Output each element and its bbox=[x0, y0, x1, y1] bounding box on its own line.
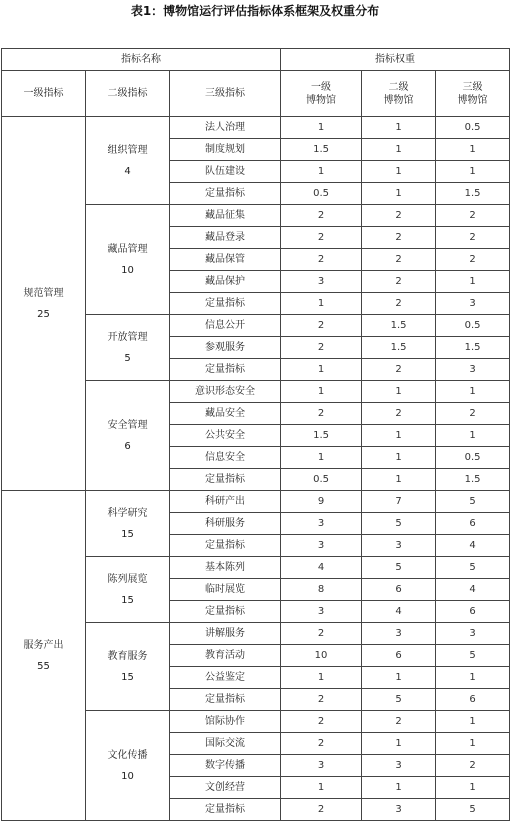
weight-grade-3: 1 bbox=[436, 733, 510, 755]
level2-name: 安全管理 bbox=[107, 419, 148, 431]
weight-grade-2: 1 bbox=[362, 161, 436, 183]
weight-grade-2: 1 bbox=[362, 667, 436, 689]
weight-grade-3: 0.5 bbox=[436, 117, 510, 139]
weight-grade-3: 1.5 bbox=[436, 469, 510, 491]
weight-grade-3: 3 bbox=[436, 359, 510, 381]
level3-label: 定量指标 bbox=[170, 359, 281, 381]
weight-grade-2: 2 bbox=[362, 205, 436, 227]
level3-label: 教育活动 bbox=[170, 645, 281, 667]
weight-grade-2: 1 bbox=[362, 139, 436, 161]
header-grade-2-line2: 博物馆 bbox=[383, 94, 414, 106]
level2-score: 4 bbox=[124, 165, 131, 177]
weight-grade-1: 3 bbox=[281, 535, 362, 557]
weight-grade-1: 1 bbox=[281, 777, 362, 799]
weight-grade-1: 4 bbox=[281, 557, 362, 579]
header-indicator-name: 指标名称 bbox=[2, 49, 281, 71]
weight-grade-1: 9 bbox=[281, 491, 362, 513]
level2-score: 5 bbox=[124, 352, 131, 364]
weight-grade-3: 5 bbox=[436, 645, 510, 667]
weight-grade-1: 3 bbox=[281, 271, 362, 293]
header-grade-3-line1: 三级 bbox=[462, 81, 483, 93]
weight-grade-3: 1 bbox=[436, 161, 510, 183]
level2-cell bbox=[86, 557, 170, 623]
weight-grade-1: 3 bbox=[281, 755, 362, 777]
level1-cell bbox=[2, 491, 86, 821]
weight-grade-3: 6 bbox=[436, 601, 510, 623]
weight-grade-1: 3 bbox=[281, 601, 362, 623]
level3-label: 藏品安全 bbox=[170, 403, 281, 425]
header-row-2 bbox=[2, 71, 510, 117]
level2-score: 15 bbox=[121, 594, 134, 606]
weight-grade-1: 1 bbox=[281, 293, 362, 315]
weight-grade-3: 2 bbox=[436, 755, 510, 777]
weight-grade-2: 6 bbox=[362, 579, 436, 601]
weight-grade-2: 2 bbox=[362, 249, 436, 271]
header-weight: 指标权重 bbox=[281, 49, 510, 71]
level3-label: 藏品保护 bbox=[170, 271, 281, 293]
weight-grade-2: 2 bbox=[362, 271, 436, 293]
weight-grade-1: 2 bbox=[281, 249, 362, 271]
weight-grade-3: 1.5 bbox=[436, 337, 510, 359]
header-grade-1-line2: 博物馆 bbox=[306, 94, 337, 106]
weight-grade-1: 2 bbox=[281, 337, 362, 359]
weight-grade-2: 1.5 bbox=[362, 315, 436, 337]
weight-grade-3: 2 bbox=[436, 205, 510, 227]
weight-grade-2: 2 bbox=[362, 403, 436, 425]
level2-score: 15 bbox=[121, 528, 134, 540]
level2-name: 科学研究 bbox=[107, 507, 148, 519]
level2-name: 藏品管理 bbox=[107, 243, 148, 255]
weight-grade-3: 6 bbox=[436, 513, 510, 535]
level2-name: 陈列展览 bbox=[107, 573, 148, 585]
level3-label: 基本陈列 bbox=[170, 557, 281, 579]
weight-grade-3: 3 bbox=[436, 293, 510, 315]
level2-cell bbox=[86, 491, 170, 557]
weight-grade-2: 1 bbox=[362, 381, 436, 403]
level1-score: 25 bbox=[37, 308, 50, 320]
weight-grade-2: 6 bbox=[362, 645, 436, 667]
weight-grade-1: 8 bbox=[281, 579, 362, 601]
header-level2: 二级指标 bbox=[86, 71, 170, 117]
indicator-weight-table bbox=[1, 48, 510, 821]
weight-grade-2: 1 bbox=[362, 425, 436, 447]
weight-grade-2: 3 bbox=[362, 799, 436, 821]
level3-label: 讲解服务 bbox=[170, 623, 281, 645]
header-row-1 bbox=[2, 49, 510, 71]
weight-grade-2: 1.5 bbox=[362, 337, 436, 359]
weight-grade-1: 0.5 bbox=[281, 469, 362, 491]
weight-grade-2: 1 bbox=[362, 469, 436, 491]
weight-grade-2: 4 bbox=[362, 601, 436, 623]
weight-grade-2: 1 bbox=[362, 777, 436, 799]
weight-grade-1: 2 bbox=[281, 623, 362, 645]
level3-label: 意识形态安全 bbox=[170, 381, 281, 403]
weight-grade-3: 4 bbox=[436, 579, 510, 601]
weight-grade-3: 2 bbox=[436, 403, 510, 425]
weight-grade-3: 1 bbox=[436, 777, 510, 799]
weight-grade-2: 1 bbox=[362, 447, 436, 469]
header-grade-3-line2: 博物馆 bbox=[457, 94, 488, 106]
header-grade-2 bbox=[362, 71, 436, 117]
level3-label: 定量指标 bbox=[170, 689, 281, 711]
weight-grade-1: 10 bbox=[281, 645, 362, 667]
weight-grade-2: 7 bbox=[362, 491, 436, 513]
weight-grade-3: 1 bbox=[436, 271, 510, 293]
weight-grade-1: 2 bbox=[281, 689, 362, 711]
weight-grade-3: 1 bbox=[436, 381, 510, 403]
weight-grade-2: 1 bbox=[362, 183, 436, 205]
level3-label: 馆际协作 bbox=[170, 711, 281, 733]
table-title: 表1：博物馆运行评估指标体系框架及权重分布 bbox=[130, 4, 380, 18]
level3-label: 公益鉴定 bbox=[170, 667, 281, 689]
weight-grade-2: 5 bbox=[362, 689, 436, 711]
level2-cell bbox=[86, 711, 170, 821]
weight-grade-2: 3 bbox=[362, 755, 436, 777]
level2-cell bbox=[86, 623, 170, 711]
weight-grade-3: 0.5 bbox=[436, 315, 510, 337]
level3-label: 定量指标 bbox=[170, 799, 281, 821]
weight-grade-1: 1.5 bbox=[281, 139, 362, 161]
weight-grade-1: 2 bbox=[281, 403, 362, 425]
header-level3: 三级指标 bbox=[170, 71, 281, 117]
weight-grade-1: 1.5 bbox=[281, 425, 362, 447]
level3-label: 信息安全 bbox=[170, 447, 281, 469]
header-grade-1 bbox=[281, 71, 362, 117]
level2-name: 组织管理 bbox=[107, 144, 148, 156]
level1-cell bbox=[2, 117, 86, 491]
weight-grade-3: 1 bbox=[436, 667, 510, 689]
table-row bbox=[2, 117, 510, 139]
level2-cell bbox=[86, 205, 170, 315]
weight-grade-1: 1 bbox=[281, 161, 362, 183]
weight-grade-1: 1 bbox=[281, 447, 362, 469]
level3-label: 科研产出 bbox=[170, 491, 281, 513]
level3-label: 信息公开 bbox=[170, 315, 281, 337]
level3-label: 定量指标 bbox=[170, 535, 281, 557]
level1-score: 55 bbox=[37, 660, 50, 672]
weight-grade-3: 4 bbox=[436, 535, 510, 557]
level2-cell bbox=[86, 117, 170, 205]
weight-grade-2: 5 bbox=[362, 513, 436, 535]
level3-label: 法人治理 bbox=[170, 117, 281, 139]
weight-grade-1: 1 bbox=[281, 117, 362, 139]
level3-label: 定量指标 bbox=[170, 601, 281, 623]
weight-grade-3: 1 bbox=[436, 139, 510, 161]
level3-label: 参观服务 bbox=[170, 337, 281, 359]
weight-grade-1: 1 bbox=[281, 667, 362, 689]
weight-grade-1: 2 bbox=[281, 205, 362, 227]
level1-name: 服务产出 bbox=[23, 639, 64, 651]
level2-cell bbox=[86, 381, 170, 491]
weight-grade-2: 2 bbox=[362, 359, 436, 381]
level3-label: 科研服务 bbox=[170, 513, 281, 535]
level1-name: 规范管理 bbox=[23, 287, 64, 299]
level2-score: 15 bbox=[121, 671, 134, 683]
level2-cell bbox=[86, 315, 170, 381]
header-level1: 一级指标 bbox=[2, 71, 86, 117]
weight-grade-3: 5 bbox=[436, 799, 510, 821]
table-row bbox=[2, 491, 510, 513]
level2-name: 教育服务 bbox=[107, 650, 148, 662]
level2-score: 10 bbox=[121, 264, 134, 276]
level3-label: 制度规划 bbox=[170, 139, 281, 161]
weight-grade-2: 1 bbox=[362, 733, 436, 755]
header-grade-2-line1: 二级 bbox=[388, 81, 409, 93]
level3-label: 藏品登录 bbox=[170, 227, 281, 249]
level3-label: 队伍建设 bbox=[170, 161, 281, 183]
weight-grade-2: 2 bbox=[362, 293, 436, 315]
weight-grade-3: 0.5 bbox=[436, 447, 510, 469]
header-grade-3 bbox=[436, 71, 510, 117]
level2-score: 6 bbox=[124, 440, 131, 452]
weight-grade-1: 1 bbox=[281, 359, 362, 381]
weight-grade-1: 2 bbox=[281, 799, 362, 821]
level3-label: 文创经营 bbox=[170, 777, 281, 799]
weight-grade-1: 3 bbox=[281, 513, 362, 535]
level2-name: 文化传播 bbox=[107, 749, 148, 761]
weight-grade-3: 3 bbox=[436, 623, 510, 645]
weight-grade-1: 2 bbox=[281, 733, 362, 755]
weight-grade-1: 2 bbox=[281, 227, 362, 249]
weight-grade-2: 3 bbox=[362, 535, 436, 557]
level3-label: 定量指标 bbox=[170, 469, 281, 491]
weight-grade-2: 2 bbox=[362, 711, 436, 733]
level3-label: 藏品征集 bbox=[170, 205, 281, 227]
weight-grade-2: 3 bbox=[362, 623, 436, 645]
weight-grade-3: 2 bbox=[436, 249, 510, 271]
weight-grade-3: 1 bbox=[436, 711, 510, 733]
weight-grade-3: 5 bbox=[436, 557, 510, 579]
level3-label: 公共安全 bbox=[170, 425, 281, 447]
level3-label: 数字传播 bbox=[170, 755, 281, 777]
weight-grade-3: 1 bbox=[436, 425, 510, 447]
level3-label: 定量指标 bbox=[170, 293, 281, 315]
level2-name: 开放管理 bbox=[107, 331, 148, 343]
weight-grade-1: 1 bbox=[281, 381, 362, 403]
level3-label: 临时展览 bbox=[170, 579, 281, 601]
level2-score: 10 bbox=[121, 770, 134, 782]
weight-grade-3: 2 bbox=[436, 227, 510, 249]
weight-grade-3: 6 bbox=[436, 689, 510, 711]
table-body bbox=[2, 49, 510, 821]
weight-grade-1: 2 bbox=[281, 711, 362, 733]
weight-grade-1: 0.5 bbox=[281, 183, 362, 205]
header-grade-1-line1: 一级 bbox=[311, 81, 332, 93]
weight-grade-3: 5 bbox=[436, 491, 510, 513]
weight-grade-2: 1 bbox=[362, 117, 436, 139]
weight-grade-1: 2 bbox=[281, 315, 362, 337]
weight-grade-3: 1.5 bbox=[436, 183, 510, 205]
level3-label: 藏品保管 bbox=[170, 249, 281, 271]
level3-label: 定量指标 bbox=[170, 183, 281, 205]
weight-grade-2: 5 bbox=[362, 557, 436, 579]
weight-grade-2: 2 bbox=[362, 227, 436, 249]
level3-label: 国际交流 bbox=[170, 733, 281, 755]
